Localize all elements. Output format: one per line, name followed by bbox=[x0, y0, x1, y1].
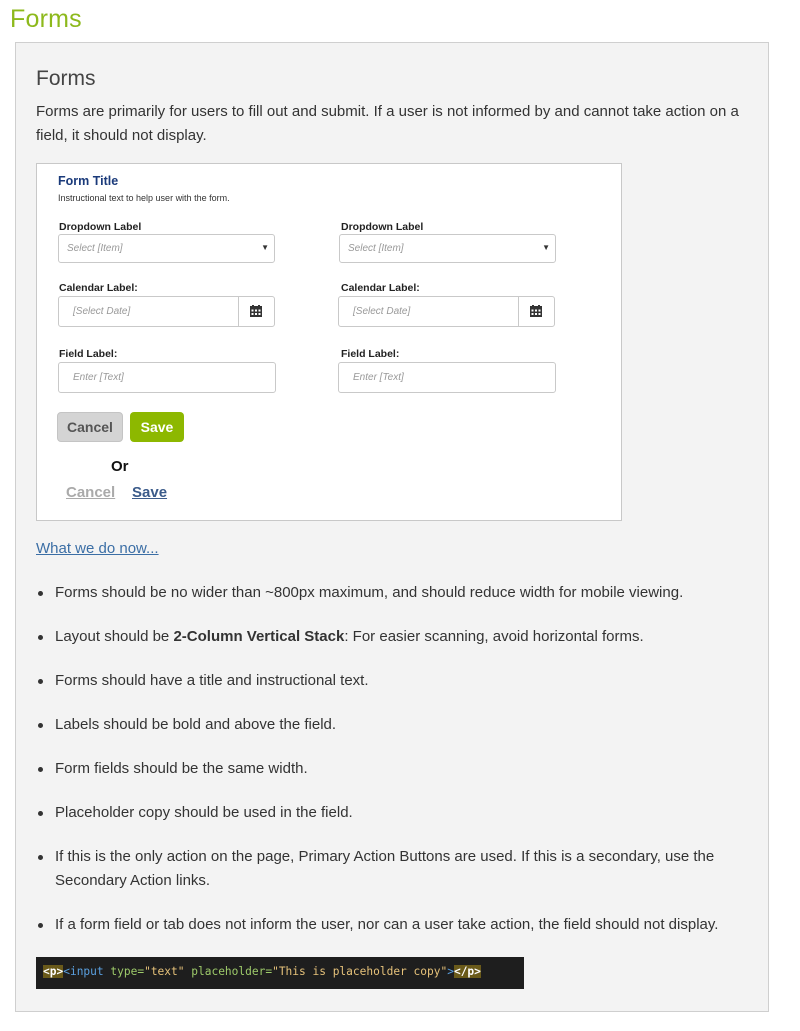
cancel-button[interactable]: Cancel bbox=[57, 412, 123, 442]
list-item: Placeholder copy should be used in the field. bbox=[36, 801, 756, 825]
code-attr-name: type= bbox=[110, 965, 145, 978]
list-item: Forms should have a title and instructional text. bbox=[36, 669, 756, 693]
calendar-placeholder: [Select Date] bbox=[353, 306, 411, 317]
bullet-icon bbox=[38, 855, 43, 860]
list-item: Layout should be 2-Column Vertical Stack: For easier scanning, avoid horizontal forms. bbox=[36, 625, 756, 649]
page-title: Forms bbox=[10, 5, 82, 33]
list-item: Labels should be bold and above the field. bbox=[36, 713, 756, 737]
dropdown-label-left: Dropdown Label bbox=[59, 221, 142, 233]
text-placeholder: Enter [Text] bbox=[73, 372, 124, 383]
list-item: If a form field or tab does not inform the user, nor can a user take action, the field should not display. bbox=[36, 913, 756, 937]
dropdown-label-right: Dropdown Label bbox=[341, 221, 424, 233]
calendar-button[interactable] bbox=[238, 297, 274, 326]
code-close-tag: </p> bbox=[453, 965, 481, 978]
bullet-icon bbox=[38, 723, 43, 728]
text-placeholder: Enter [Text] bbox=[353, 372, 404, 383]
save-link[interactable]: Save bbox=[132, 484, 168, 501]
bullet-icon bbox=[38, 811, 43, 816]
save-button[interactable]: Save bbox=[130, 412, 184, 442]
code-element: <input bbox=[63, 965, 104, 978]
calendar-placeholder: [Select Date] bbox=[73, 306, 131, 317]
list-item: Form fields should be the same width. bbox=[36, 757, 756, 781]
bullet-icon bbox=[38, 635, 43, 640]
code-attr-value: "text" bbox=[144, 965, 185, 978]
calendar-input-left[interactable] bbox=[58, 296, 275, 327]
field-label-right: Field Label: bbox=[341, 348, 400, 360]
content-panel bbox=[15, 42, 769, 1012]
calendar-icon bbox=[250, 305, 262, 317]
code-attr-value: "This is placeholder copy" bbox=[272, 965, 448, 978]
or-text: Or bbox=[111, 458, 129, 475]
form-instructions: Instructional text to help user with the form. bbox=[58, 193, 230, 203]
what-we-do-now-link[interactable]: What we do now... bbox=[36, 540, 159, 557]
code-open-tag: <p> bbox=[43, 965, 64, 978]
caret-down-icon: ▼ bbox=[261, 243, 269, 252]
calendar-button[interactable] bbox=[518, 297, 554, 326]
dropdown-select-right[interactable] bbox=[339, 234, 556, 263]
form-example-card bbox=[36, 163, 622, 521]
calendar-input-right[interactable] bbox=[338, 296, 555, 327]
list-item: Forms should be no wider than ~800px maximum, and should reduce width for mobile viewing. bbox=[36, 581, 756, 605]
list-item: If this is the only action on the page, Primary Action Buttons are used. If this is a secondary, use the Secondary Action links. bbox=[36, 845, 756, 893]
field-label-left: Field Label: bbox=[59, 348, 118, 360]
section-title: Forms bbox=[36, 67, 96, 90]
dropdown-placeholder: Select [Item] bbox=[348, 243, 404, 254]
bullet-icon bbox=[38, 923, 43, 928]
text-input-left[interactable] bbox=[58, 362, 276, 393]
dropdown-placeholder: Select [Item] bbox=[67, 243, 123, 254]
code-attr-name: placeholder= bbox=[191, 965, 273, 978]
form-title: Form Title bbox=[58, 174, 119, 188]
calendar-icon bbox=[530, 305, 542, 317]
code-close-element: > bbox=[447, 965, 454, 978]
code-sample bbox=[36, 957, 524, 989]
bullet-icon bbox=[38, 591, 43, 596]
dropdown-select-left[interactable] bbox=[58, 234, 275, 263]
calendar-label-right: Calendar Label: bbox=[341, 282, 420, 294]
caret-down-icon: ▼ bbox=[542, 243, 550, 252]
bullet-icon bbox=[38, 679, 43, 684]
text-input-right[interactable] bbox=[338, 362, 556, 393]
bullet-icon bbox=[38, 767, 43, 772]
section-intro: Forms are primarily for users to fill out and submit. If a user is not informed by and cannot take action on a field, it should not display. bbox=[36, 103, 739, 144]
calendar-label-left: Calendar Label: bbox=[59, 282, 138, 294]
cancel-link[interactable]: Cancel bbox=[66, 484, 116, 501]
